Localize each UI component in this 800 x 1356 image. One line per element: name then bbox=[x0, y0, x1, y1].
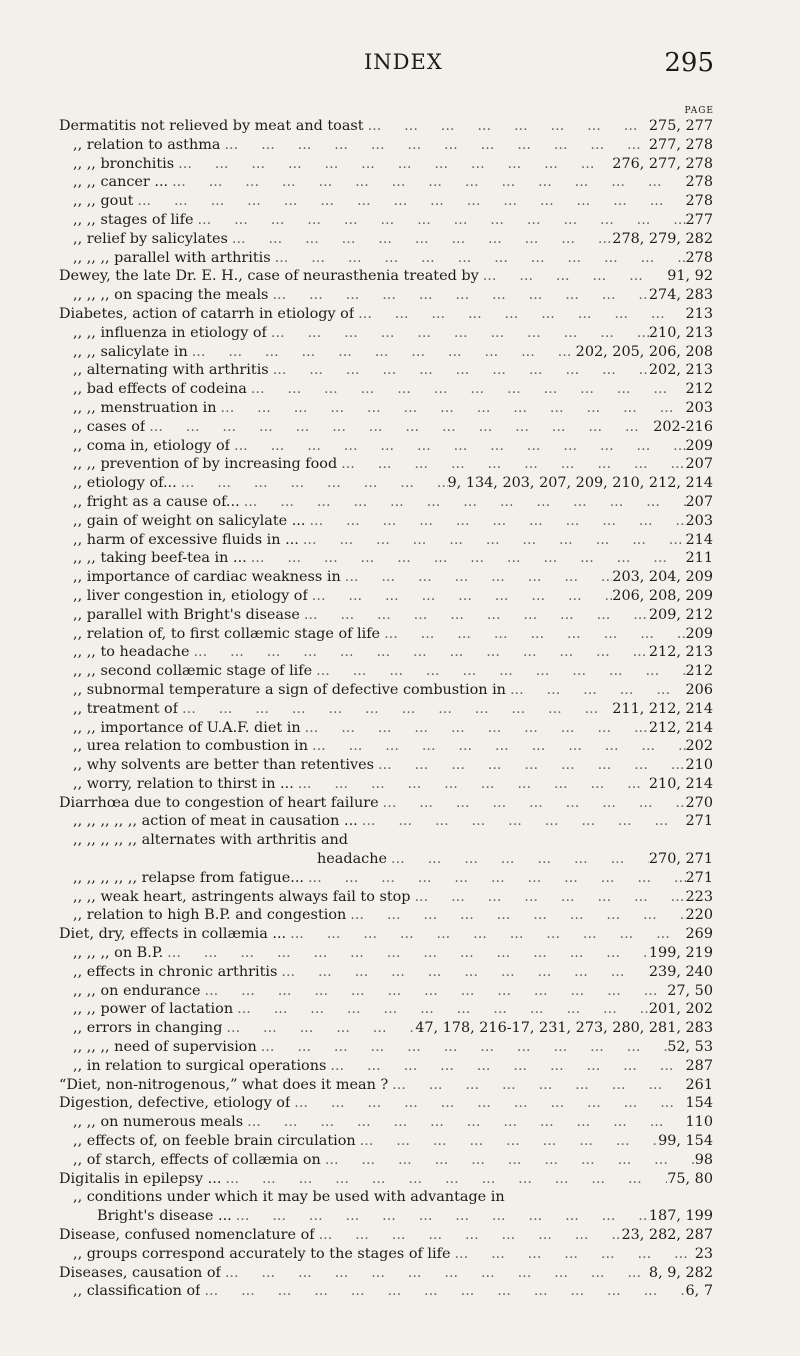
entry-text: ,, bad effects of codeina bbox=[73, 381, 247, 398]
entry-text: ,, ,, ,, need of supervision bbox=[73, 1039, 257, 1056]
index-entry bbox=[59, 512, 713, 531]
entry-text: ,, ,, ,, on spacing the meals bbox=[73, 287, 269, 304]
entry-text: ,, ,, ,, on B.P. bbox=[73, 945, 164, 962]
entry-pages: 276, 277, 278 bbox=[612, 155, 713, 172]
entry-text: ,, effects in chronic arthritis bbox=[73, 963, 278, 980]
index-entry bbox=[59, 192, 713, 211]
leader-dots bbox=[233, 1000, 649, 1019]
running-title: INDEX bbox=[364, 50, 443, 74]
index-entry bbox=[59, 1038, 713, 1057]
entry-pages: 8, 9, 282 bbox=[648, 1264, 713, 1281]
entry-text: ,, ,, stages of life bbox=[73, 211, 194, 228]
entry-pages: 27, 50 bbox=[667, 982, 713, 999]
index-entry bbox=[59, 1000, 713, 1019]
entry-text: ,, ,, cancer ... bbox=[73, 174, 169, 191]
entry-pages: 209 bbox=[685, 437, 713, 454]
entry-pages: 220 bbox=[685, 907, 713, 924]
entry-text: ,, ,, on numerous meals bbox=[73, 1114, 244, 1131]
leader-dots bbox=[286, 925, 685, 944]
entry-text: ,, ,, bronchitis bbox=[73, 155, 175, 172]
entry-pages: 271 bbox=[685, 813, 713, 830]
leader-dots bbox=[232, 1207, 649, 1226]
index-entry bbox=[59, 888, 713, 907]
entry-pages: 212 bbox=[685, 663, 713, 680]
entry-text: ,, worry, relation to thirst in ... bbox=[73, 775, 294, 792]
entry-text: headache bbox=[317, 851, 387, 868]
leader-dots bbox=[301, 719, 649, 738]
leader-dots bbox=[189, 643, 648, 662]
entry-pages: 110 bbox=[685, 1114, 713, 1131]
entry-pages: 75, 80 bbox=[667, 1170, 713, 1187]
entry-pages: 275, 277 bbox=[648, 118, 713, 134]
leader-dots bbox=[188, 343, 576, 362]
entry-pages: 98 bbox=[694, 1151, 713, 1168]
index-entry bbox=[59, 361, 713, 380]
entry-text: ,, ,, prevention of by increasing food bbox=[73, 456, 338, 473]
leader-dots bbox=[299, 531, 686, 550]
index-entry bbox=[59, 775, 713, 794]
index-entry bbox=[59, 719, 713, 738]
index-entry bbox=[59, 230, 713, 249]
entry-text: ,, treatment of bbox=[73, 700, 179, 717]
index-entry bbox=[59, 568, 713, 587]
entry-pages: 203 bbox=[685, 399, 713, 416]
entry-pages: 278, 279, 282 bbox=[612, 230, 713, 247]
entry-text: ,, fright as a cause of... bbox=[73, 493, 240, 510]
entry-pages: 211 bbox=[685, 550, 713, 567]
entry-text: ,, importance of cardiac weakness in bbox=[73, 569, 341, 586]
leader-dots bbox=[145, 418, 653, 437]
entry-pages: 202, 205, 206, 208 bbox=[575, 343, 713, 360]
entry-text: ,, ,, influenza in etiology of bbox=[73, 324, 267, 341]
entry-text: Digestion, defective, etiology of bbox=[59, 1095, 291, 1112]
index-entry bbox=[59, 437, 713, 456]
entry-pages: 202 bbox=[685, 738, 713, 755]
entry-text: ,, ,, gout bbox=[73, 193, 134, 210]
index-entry bbox=[59, 587, 713, 606]
leader-dots bbox=[364, 117, 649, 136]
entry-pages: 199, 219 bbox=[648, 945, 713, 962]
leader-dots bbox=[174, 155, 612, 174]
index-entry bbox=[59, 1132, 713, 1151]
leader-dots bbox=[305, 512, 685, 531]
entry-text: ,, errors in changing bbox=[73, 1020, 223, 1037]
entry-text: Dermatitis not relieved by meat and toast bbox=[59, 118, 364, 134]
entry-pages: 203, 204, 209 bbox=[612, 569, 713, 586]
entry-text: ,, cases of bbox=[73, 418, 146, 435]
index-entry bbox=[59, 850, 713, 869]
page-column-label: PAGE bbox=[684, 106, 714, 116]
entry-pages: 209, 212 bbox=[648, 606, 713, 623]
page-number: 295 bbox=[664, 48, 714, 78]
leader-dots bbox=[269, 361, 649, 380]
index-entry bbox=[59, 399, 713, 418]
entry-text: ,, ,, power of lactation bbox=[73, 1001, 234, 1018]
entry-pages: 52, 53 bbox=[667, 1039, 713, 1056]
index-entries bbox=[59, 117, 713, 1301]
entry-text: ,, classification of bbox=[73, 1283, 201, 1300]
entry-text: ,, effects of, on feeble brain circulation bbox=[73, 1133, 356, 1150]
leader-dots bbox=[247, 549, 686, 568]
entry-text: ,, ,, on endurance bbox=[73, 982, 201, 999]
leader-dots bbox=[200, 1282, 685, 1301]
entry-pages: 206 bbox=[685, 681, 713, 698]
entry-pages: 91, 92 bbox=[667, 268, 713, 285]
entry-pages: 187, 199 bbox=[648, 1208, 713, 1225]
index-entry bbox=[59, 812, 713, 831]
index-entry bbox=[59, 794, 713, 813]
entry-pages: 9, 134, 203, 207, 209, 210, 212, 214 bbox=[447, 475, 713, 492]
entry-pages: 287 bbox=[685, 1057, 713, 1074]
entry-pages: 207 bbox=[685, 493, 713, 510]
leader-dots bbox=[277, 963, 649, 982]
leader-dots bbox=[358, 812, 686, 831]
leader-dots bbox=[217, 399, 686, 418]
index-entry bbox=[59, 155, 713, 174]
entry-pages: 271 bbox=[685, 869, 713, 886]
leader-dots bbox=[294, 775, 649, 794]
entry-pages: 209 bbox=[685, 625, 713, 642]
leader-dots bbox=[220, 136, 648, 155]
index-entry bbox=[59, 173, 713, 192]
entry-pages: 270 bbox=[685, 794, 713, 811]
index-entry bbox=[59, 474, 713, 493]
entry-text: ,, harm of excessive fluids in ... bbox=[73, 531, 299, 548]
index-entry bbox=[59, 343, 713, 362]
entry-pages: 269 bbox=[685, 926, 713, 943]
leader-dots bbox=[479, 267, 668, 286]
leader-dots bbox=[410, 888, 685, 907]
index-entry bbox=[59, 1188, 713, 1207]
entry-text: ,, coma in, etiology of bbox=[73, 437, 231, 454]
entry-text: ,, ,, ,, parallel with arthritis bbox=[73, 249, 271, 266]
index-entry bbox=[59, 286, 713, 305]
entry-pages: 212, 214 bbox=[648, 719, 713, 736]
leader-dots bbox=[354, 305, 685, 324]
leader-dots bbox=[271, 249, 686, 268]
entry-text: ,, of starch, effects of collæmia on bbox=[73, 1151, 321, 1168]
leader-dots bbox=[312, 662, 685, 681]
leader-dots bbox=[450, 1245, 694, 1264]
index-entry bbox=[59, 625, 713, 644]
leader-dots bbox=[380, 625, 685, 644]
index-entry bbox=[59, 982, 713, 1001]
index-entry bbox=[59, 1170, 713, 1189]
leader-dots bbox=[341, 568, 613, 587]
entry-text: Digitalis in epilepsy ... bbox=[59, 1170, 222, 1187]
entry-text: ,, ,, ,, ,, ,, relapse from fatigue... bbox=[73, 869, 304, 886]
leader-dots bbox=[356, 1132, 658, 1151]
entry-pages: 210, 214 bbox=[648, 775, 713, 792]
entry-text: ,, in relation to surgical operations bbox=[73, 1057, 327, 1074]
entry-text: ,, parallel with Bright's disease bbox=[73, 606, 300, 623]
entry-pages: 223 bbox=[685, 888, 713, 905]
entry-pages: 202, 213 bbox=[648, 362, 713, 379]
entry-pages: 278 bbox=[685, 193, 713, 210]
entry-text: ,, ,, to headache bbox=[73, 644, 190, 661]
page-header bbox=[0, 50, 800, 90]
entry-pages: 202-216 bbox=[653, 418, 713, 435]
entry-text: Disease, confused nomenclature of bbox=[59, 1227, 315, 1244]
entry-pages: 210 bbox=[685, 757, 713, 774]
leader-dots bbox=[222, 1019, 415, 1038]
index-entry bbox=[59, 963, 713, 982]
entry-pages: 261 bbox=[685, 1076, 713, 1093]
entry-pages: 99, 154 bbox=[658, 1133, 713, 1150]
index-entry bbox=[59, 1094, 713, 1113]
index-entry bbox=[59, 136, 713, 155]
entry-pages: 212 bbox=[685, 381, 713, 398]
entry-text: ,, subnormal temperature a sign of defective combustion in bbox=[73, 681, 506, 698]
entry-pages: 278 bbox=[685, 249, 713, 266]
index-entry bbox=[59, 531, 713, 550]
index-entry bbox=[59, 211, 713, 230]
leader-dots bbox=[387, 850, 649, 869]
leader-dots bbox=[300, 606, 649, 625]
leader-dots bbox=[346, 906, 685, 925]
leader-dots bbox=[506, 681, 686, 700]
entry-text: Diabetes, action of catarrh in etiology of bbox=[59, 305, 355, 322]
leader-dots bbox=[315, 1226, 622, 1245]
leader-dots bbox=[308, 587, 613, 606]
entry-text: ,, ,, ,, ,, ,, action of meat in causation ... bbox=[73, 813, 358, 830]
leader-dots bbox=[228, 230, 612, 249]
entry-text: ,, conditions under which it may be used with advantage in bbox=[73, 1189, 505, 1206]
index-entry bbox=[59, 944, 713, 963]
entry-text: ,, relation to high B.P. and congestion bbox=[73, 907, 347, 924]
entry-text: ,, ,, ,, ,, ,, alternates with arthritis and bbox=[73, 832, 349, 849]
leader-dots bbox=[221, 1264, 649, 1283]
leader-dots bbox=[304, 869, 686, 888]
index-entry bbox=[59, 643, 713, 662]
leader-dots bbox=[290, 1094, 685, 1113]
index-entry bbox=[59, 662, 713, 681]
index-entry bbox=[59, 380, 713, 399]
leader-dots bbox=[326, 1057, 685, 1076]
index-entry bbox=[59, 1245, 713, 1264]
entry-text: Diarrhœa due to congestion of heart failure bbox=[59, 794, 379, 811]
entry-pages: 270, 271 bbox=[648, 851, 713, 868]
entry-pages: 211, 212, 214 bbox=[612, 700, 713, 717]
leader-dots bbox=[388, 1076, 685, 1095]
leader-dots bbox=[230, 437, 686, 456]
index-entry bbox=[59, 455, 713, 474]
index-entry bbox=[59, 1113, 713, 1132]
entry-text: ,, alternating with arthritis bbox=[73, 362, 269, 379]
leader-dots bbox=[321, 1151, 695, 1170]
entry-text: ,, ,, second collæmic stage of life bbox=[73, 663, 313, 680]
entry-pages: 23, 282, 287 bbox=[621, 1227, 713, 1244]
entry-pages: 213 bbox=[685, 305, 713, 322]
leader-dots bbox=[257, 1038, 667, 1057]
entry-text: ,, ,, taking beef-tea in ... bbox=[73, 550, 247, 567]
leader-dots bbox=[178, 700, 612, 719]
index-entry bbox=[59, 1019, 713, 1038]
entry-pages: 214 bbox=[685, 531, 713, 548]
entry-pages: 278 bbox=[685, 174, 713, 191]
entry-text: ,, ,, menstruation in bbox=[73, 399, 217, 416]
entry-text: ,, ,, importance of U.A.F. diet in bbox=[73, 719, 301, 736]
leader-dots bbox=[240, 493, 686, 512]
entry-pages: 210, 213 bbox=[648, 324, 713, 341]
leader-dots bbox=[243, 1113, 685, 1132]
index-entry bbox=[59, 737, 713, 756]
entry-pages: 277 bbox=[685, 211, 713, 228]
entry-pages: 239, 240 bbox=[648, 963, 713, 980]
leader-dots bbox=[177, 474, 448, 493]
entry-text: ,, relation of, to first collæmic stage of life bbox=[73, 625, 381, 642]
entry-text: ,, liver congestion in, etiology of bbox=[73, 587, 308, 604]
index-entry bbox=[59, 117, 713, 136]
index-entry bbox=[59, 1076, 713, 1095]
entry-text: ,, relief by salicylates bbox=[73, 230, 228, 247]
leader-dots bbox=[337, 455, 685, 474]
leader-dots bbox=[133, 192, 685, 211]
index-entry bbox=[59, 1057, 713, 1076]
entry-pages: 206, 208, 209 bbox=[612, 587, 713, 604]
entry-pages: 23 bbox=[694, 1245, 713, 1262]
entry-pages: 201, 202 bbox=[648, 1001, 713, 1018]
index-entry bbox=[59, 756, 713, 775]
leader-dots bbox=[221, 1170, 667, 1189]
entry-text: Diet, dry, effects in collæmia ... bbox=[59, 926, 287, 943]
entry-text: ,, ,, weak heart, astringents always fail to stop bbox=[73, 888, 411, 905]
entry-pages: 277, 278 bbox=[648, 136, 713, 153]
leader-dots bbox=[201, 982, 668, 1001]
entry-pages: 207 bbox=[685, 456, 713, 473]
entry-pages: 212, 213 bbox=[648, 644, 713, 661]
entry-pages: 47, 178, 216-17, 231, 273, 280, 281, 283 bbox=[415, 1020, 713, 1037]
index-entry bbox=[59, 1226, 713, 1245]
entry-text: ,, urea relation to combustion in bbox=[73, 738, 309, 755]
index-entry bbox=[59, 1151, 713, 1170]
leader-dots bbox=[374, 756, 686, 775]
entry-text: Dewey, the late Dr. E. H., case of neurasthenia treated by bbox=[59, 268, 479, 285]
index-entry bbox=[59, 925, 713, 944]
index-entry bbox=[59, 267, 713, 286]
leader-dots bbox=[194, 211, 686, 230]
leader-dots bbox=[267, 324, 649, 343]
leader-dots bbox=[268, 286, 648, 305]
entry-text: ,, ,, salicylate in bbox=[73, 343, 188, 360]
leader-dots bbox=[308, 737, 686, 756]
index-entry bbox=[59, 606, 713, 625]
index-entry bbox=[59, 324, 713, 343]
entry-text: “Diet, non-nitrogenous,” what does it mean ? bbox=[59, 1076, 389, 1093]
index-entry bbox=[59, 305, 713, 324]
entry-text: ,, etiology of... bbox=[73, 475, 177, 492]
leader-dots bbox=[247, 380, 686, 399]
entry-pages: 154 bbox=[685, 1095, 713, 1112]
leader-dots bbox=[163, 944, 649, 963]
index-entry bbox=[59, 1282, 713, 1301]
index-entry bbox=[59, 681, 713, 700]
entry-text: ,, gain of weight on salicylate ... bbox=[73, 512, 306, 529]
index-entry bbox=[59, 549, 713, 568]
index-entry bbox=[59, 1207, 713, 1226]
entry-text: ,, why solvents are better than retentives bbox=[73, 757, 374, 774]
index-entry bbox=[59, 249, 713, 268]
entry-text: Diseases, causation of bbox=[59, 1264, 221, 1281]
index-entry bbox=[59, 418, 713, 437]
entry-pages: 6, 7 bbox=[685, 1283, 713, 1300]
index-entry bbox=[59, 869, 713, 888]
index-entry bbox=[59, 1264, 713, 1283]
entry-text: ,, groups correspond accurately to the stages of life bbox=[73, 1245, 451, 1262]
index-entry bbox=[59, 831, 713, 850]
leader-dots bbox=[168, 173, 685, 192]
entry-text: ,, relation to asthma bbox=[73, 136, 221, 153]
entry-pages: 203 bbox=[685, 512, 713, 529]
entry-text: Bright's disease ... bbox=[97, 1208, 232, 1225]
index-entry bbox=[59, 493, 713, 512]
leader-dots bbox=[379, 794, 686, 813]
entry-pages: 274, 283 bbox=[648, 287, 713, 304]
index-entry bbox=[59, 700, 713, 719]
index-entry bbox=[59, 906, 713, 925]
